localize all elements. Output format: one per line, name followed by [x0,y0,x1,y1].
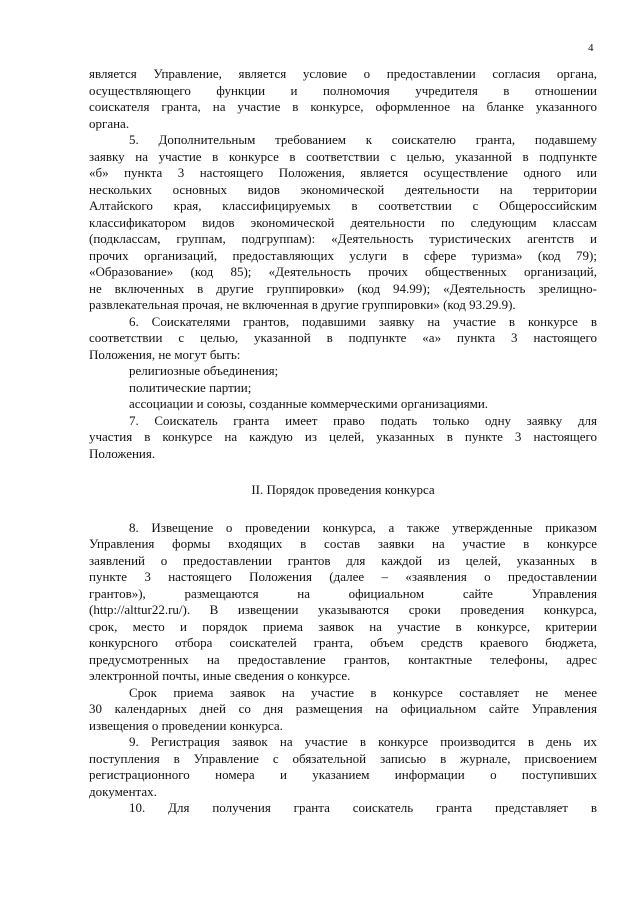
text-line: ассоциации и союзы, созданные коммерческими организациями. [129,396,489,411]
text-line: прочих организаций, предоставляющих услуги в сфере туризма» (код 79); [89,247,597,263]
text-line: соответствии с целью, указанной в подпункте «а» пункта 3 настоящего [89,330,597,345]
text-line: регистрационного номера и указанием информации о поступивших [89,767,597,782]
text-line: заявлений о предоставлении грантов для каждой из целей, указанных в [89,552,597,568]
text-line: является Управление, является условие о предоставлении согласия органа, [89,66,597,81]
text-line: 5. Дополнительным требованием к соискателю гранта, подавшему [129,132,597,147]
text-line: 30 календарных дней со дня размещения на официальном сайте Управления [89,701,597,716]
text-line: пункте 3 настоящего Положения (далее – «заявления о предоставлении [89,569,597,584]
text-line: Алтайского края, классифицируемых в соответствии с Общероссийским [89,198,597,213]
text-line: Положения. [89,445,156,461]
text-line: документах. [89,783,157,799]
text-line: Управления формы входящих в состав заявки на участие в конкурсе [89,536,597,551]
text-line: соискателя гранта, на участие в конкурсе, оформленное на бланке указанного [89,99,597,114]
text-line: классификатором видов экономической деятельности по следующим классам [89,214,597,230]
text-line: 6. Соискателями грантов, подавшими заявку на участие в конкурсе в [129,313,597,329]
text-line: грантов»), размещаются на официальном сайте Управления [89,585,597,601]
text-line: «Образование» (код 85); «Деятельность прочих общественных организаций, [89,264,597,279]
text-line: поступления в Управление с обязательной записью в журнале, присвоением [89,750,597,766]
text-line: предусмотренных на предоставление грантов, контактные телефоны, адрес [89,651,597,667]
text-line: конкурсного отбора соискателей гранта, объем средств краевого бюджета, [89,635,597,650]
text-line: нескольких основных видов экономической деятельности на территории [89,181,597,197]
text-line: «б» пункта 3 настоящего Положения, является осуществление одного или [89,165,597,180]
text-line: развлекательная прочая, не включенная в другие группировки» (код 93.29.9). [89,297,516,312]
text-line: 10. Для получения гранта соискатель гранта представляет в [129,800,597,815]
text-line: (подклассам, группам, подгруппам): «Деятельность туристических агентств и [89,231,597,246]
document-body [89,66,597,817]
text-line: заявку на участие в конкурсе в соответствии с целью, указанной в подпункте [89,148,597,164]
text-line: срок, место и порядок приема заявок на участие в конкурсе, критерии [89,618,597,634]
text-line: органа. [89,115,130,131]
text-line: электронной почты, иные сведения о конкурсе. [89,668,351,683]
page-number: 4 [588,42,594,54]
text-line: осуществляющего функции и полномочия учредителя в отношении [89,82,597,98]
text-line: (http://alttur22.ru/). В извещении указываются сроки проведения конкурса, [89,602,597,617]
text-line: 8. Извещение о проведении конкурса, а также утвержденные приказом [129,519,597,535]
text-line: участия в конкурсе на каждую из целей, указанных в пункте 3 настоящего [89,429,597,444]
text-line: политические партии; [129,379,252,395]
paragraphs-before-heading [89,66,597,462]
text-line: Срок приема заявок на участие в конкурсе составляет не менее [129,684,597,700]
text-line: религиозные объединения; [129,363,279,378]
paragraphs-after-heading [89,520,597,817]
text-line: 7. Соискатель гранта имеет право подать только одну заявку для [129,412,597,428]
text-line: Положения, не могут быть: [89,346,241,362]
text-line: 9. Регистрация заявок на участие в конкурсе производится в день их [129,734,597,749]
section-heading: II. Порядок проведения конкурса [251,482,435,497]
text-line: не включенных в другие группировки» (код 94.99); «Деятельность зрелищно- [89,280,597,296]
text-line: извещения о проведении конкурса. [89,717,283,733]
